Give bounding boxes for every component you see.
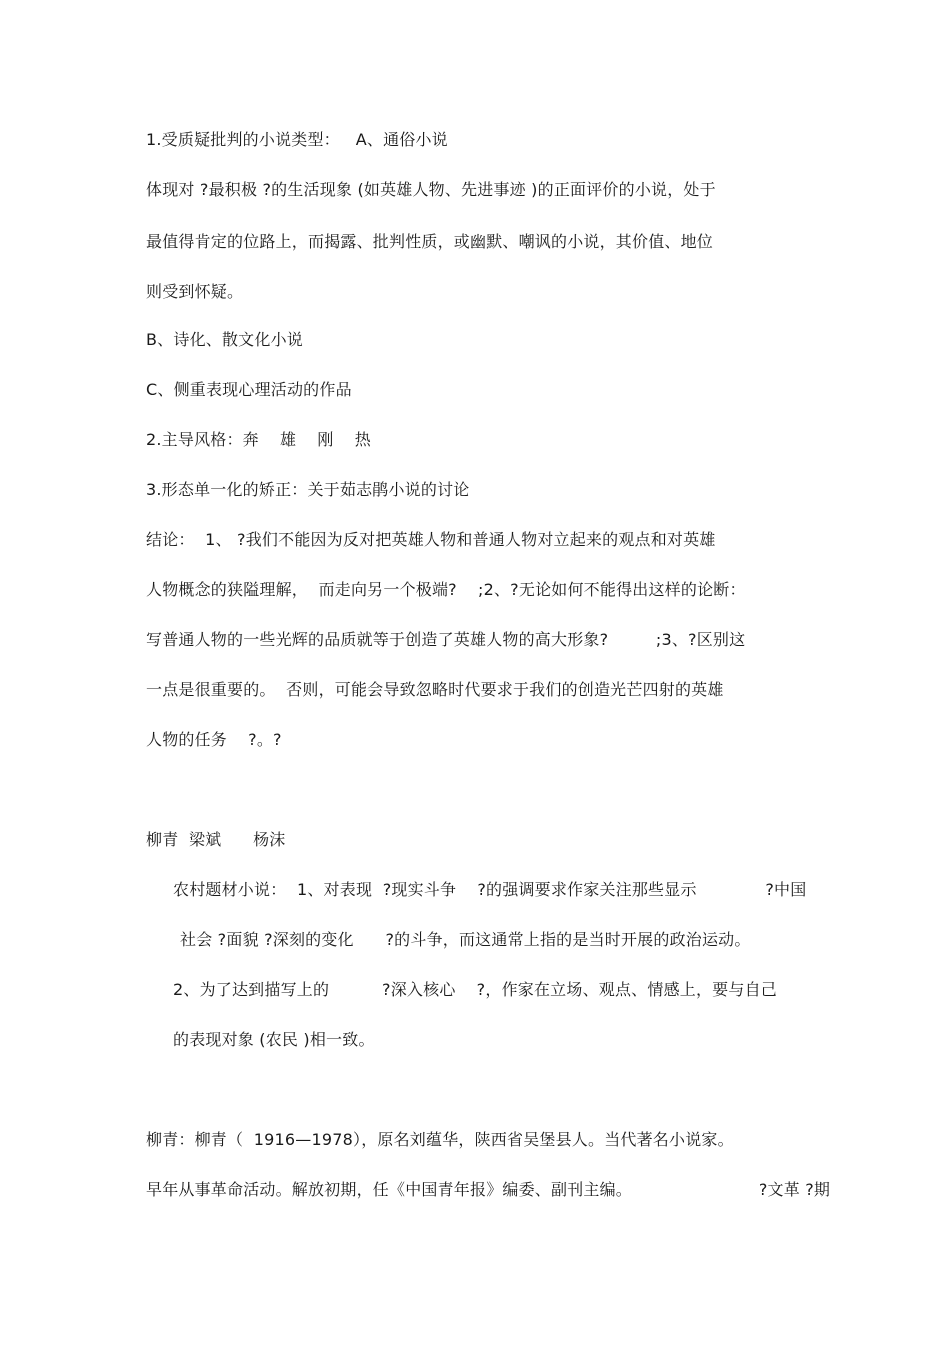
section-2-heading: 2.主导风格：奔 雄 刚 热 <box>146 430 371 449</box>
section-1-item-c: C、侧重表现心理活动的作品 <box>146 380 352 399</box>
conclusion-line-5: 人物的任务 ?。? <box>146 730 282 749</box>
section-1-item-b: B、诗化、散文化小说 <box>146 330 303 349</box>
liuqing-bio-line-1: 柳青：柳青（ 1916—1978），原名刘蕴华，陕西省吴堡县人。当代著名小说家。 <box>146 1130 734 1149</box>
conclusion-line-2: 人物概念的狭隘理解， 而走向另一个极端? ;2、?无论如何不能得出这样的论断： <box>146 580 746 599</box>
section-1-paragraph-line-2: 最值得肯定的位路上，而揭露、批判性质，或幽默、嘲讽的小说，其价值、地位 <box>146 232 714 251</box>
liuqing-bio-line-2: 早年从事革命活动。解放初期，任《中国青年报》编委、副刊主编。 ?文革 ?期 <box>146 1180 831 1199</box>
rural-line-4: 的表现对象 (农民 )相一致。 <box>173 1030 375 1049</box>
section-1-paragraph-line-1: 体现对 ?最积极 ?的生活现象 (如英雄人物、先进事迹 )的正面评价的小说，处于 <box>146 180 716 199</box>
conclusion-line-1: 结论： 1、 ?我们不能因为反对把英雄人物和普通人物对立起来的观点和对英雄 <box>146 530 716 549</box>
authors-line: 柳青 梁斌 杨沫 <box>146 830 286 849</box>
section-3-heading: 3.形态单一化的矫正：关于茹志鹃小说的讨论 <box>146 480 470 499</box>
conclusion-line-4: 一点是很重要的。 否则，可能会导致忽略时代要求于我们的创造光芒四射的英雄 <box>146 680 724 699</box>
rural-line-3: 2、为了达到描写上的 ?深入核心 ?，作家在立场、观点、情感上，要与自己 <box>173 980 777 999</box>
section-1-heading: 1.受质疑批判的小说类型： A、通俗小说 <box>146 130 448 149</box>
rural-line-2: 社会 ?面貌 ?深刻的变化 ?的斗争，而这通常上指的是当时开展的政治运动。 <box>180 930 751 949</box>
conclusion-line-3: 写普通人物的一些光辉的品质就等于创造了英雄人物的高大形象? ;3、?区别这 <box>146 630 746 649</box>
rural-line-1: 农村题材小说： 1、对表现 ?现实斗争 ?的强调要求作家关注那些显示 ?中国 <box>173 880 807 899</box>
section-1-paragraph-line-3: 则受到怀疑。 <box>146 282 244 301</box>
